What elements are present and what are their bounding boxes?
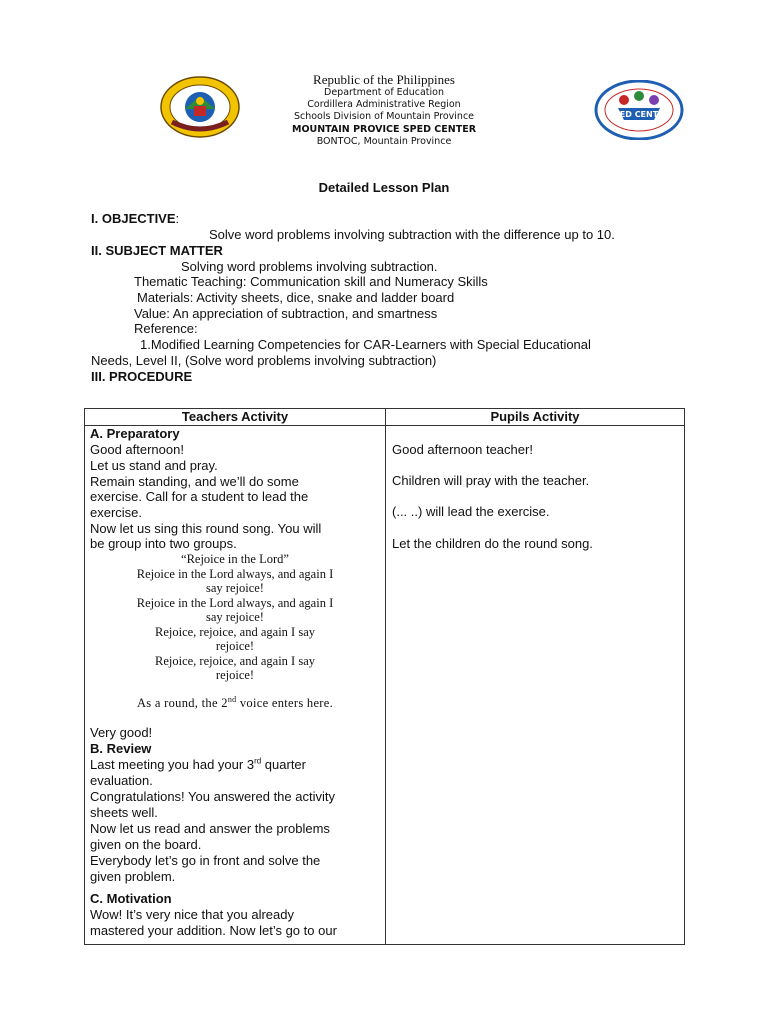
objective-text: Solve word problems involving subtraction with the difference up to 10. xyxy=(209,227,615,242)
preparatory-heading: A. Preparatory xyxy=(90,426,180,441)
round-note-text-end: voice enters here. xyxy=(236,696,334,710)
teachers-activity-header: Teachers Activity xyxy=(85,409,386,426)
bontoc-central-seal xyxy=(160,76,240,138)
teacher-line: evaluation. xyxy=(90,773,153,788)
song-line: Rejoice, rejoice, and again I say xyxy=(155,654,315,668)
subject-reference-1: 1.Modified Learning Competencies for CAR-Learners with Special Educational xyxy=(140,337,591,352)
song-line: Rejoice in the Lord always, and again I xyxy=(136,596,334,610)
subject-materials: Materials: Activity sheets, dice, snake and ladder board xyxy=(137,290,455,305)
round-note-sup: nd xyxy=(227,694,237,704)
teacher-line: Now let us sing this round song. You will xyxy=(90,521,322,536)
department-line: Department of Education xyxy=(324,87,444,98)
pupil-line: Good afternoon teacher! xyxy=(392,442,533,457)
teacher-line: Remain standing, and we’ll do some xyxy=(90,474,299,489)
song-line: rejoice! xyxy=(215,668,255,682)
republic-heading: Republic of the Philippines xyxy=(313,72,455,87)
review-line-sup: rd xyxy=(254,756,262,766)
motivation-heading: C. Motivation xyxy=(90,891,172,906)
teacher-line: given on the board. xyxy=(90,837,202,852)
objective-heading: I. OBJECTIVE xyxy=(91,211,176,226)
teacher-line: exercise. Call for a student to lead the xyxy=(90,489,309,504)
subject-value: Value: An appreciation of subtraction, and smartness xyxy=(134,306,438,321)
teacher-line: Let us stand and pray. xyxy=(90,458,218,473)
subject-reference-1-cont: Needs, Level II, (Solve word problems involving subtraction) xyxy=(91,353,437,368)
teacher-line: Good afternoon! xyxy=(90,442,184,457)
teacher-line: Wow! It’s very nice that you already xyxy=(90,907,295,922)
school-name: MOUNTAIN PROVICE SPED CENTER xyxy=(291,124,477,135)
subject-thematic: Thematic Teaching: Communication skill and Numeracy Skills xyxy=(134,274,488,289)
sped-center-seal-label: SPED CENTER xyxy=(608,110,670,119)
document-title: Detailed Lesson Plan xyxy=(318,180,450,195)
sped-center-seal xyxy=(594,80,684,140)
pupil-line: Let the children do the round song. xyxy=(392,536,593,551)
teacher-line: mastered your addition. Now let’s go to our xyxy=(90,923,337,938)
activity-table xyxy=(84,408,685,945)
teacher-line: sheets well. xyxy=(90,805,158,820)
pupils-activity-cell xyxy=(386,426,685,945)
objective-heading-line xyxy=(91,211,179,227)
round-note xyxy=(85,696,385,711)
subject-topic: Solving word problems involving subtraction. xyxy=(181,259,438,274)
song-line: say rejoice! xyxy=(206,610,264,624)
objective-colon: : xyxy=(175,211,180,226)
pupil-line: Children will pray with the teacher. xyxy=(392,473,590,488)
round-note-text: As a round, the 2 xyxy=(136,696,228,710)
teacher-line: Very good! xyxy=(90,725,153,740)
teacher-line xyxy=(90,757,306,773)
teacher-line: be group into two groups. xyxy=(90,536,237,551)
subject-reference-label: Reference: xyxy=(134,321,198,336)
teachers-activity-cell xyxy=(85,426,386,945)
teacher-line: exercise. xyxy=(90,505,143,520)
teacher-line: Everybody let’s go in front and solve the xyxy=(90,853,321,868)
pupils-activity-header: Pupils Activity xyxy=(386,409,685,426)
review-line-text: Last meeting you had your 3 xyxy=(90,757,255,772)
teacher-line: given problem. xyxy=(90,869,176,884)
teacher-line: Now let us read and answer the problems xyxy=(90,821,330,836)
pupil-line: (... ..) will lead the exercise. xyxy=(392,504,550,519)
review-heading: B. Review xyxy=(90,741,152,756)
song-line: Rejoice, rejoice, and again I say xyxy=(155,625,315,639)
division-line: Schools Division of Mountain Province xyxy=(293,111,475,122)
song-title: “Rejoice in the Lord” xyxy=(181,552,289,566)
song-line: say rejoice! xyxy=(206,581,264,595)
review-line-text-end: quarter xyxy=(261,757,306,772)
teacher-line: Congratulations! You answered the activity xyxy=(90,789,335,804)
subject-matter-heading: II. SUBJECT MATTER xyxy=(91,243,223,258)
region-line: Cordillera Administrative Region xyxy=(307,99,461,110)
song-line: Rejoice in the Lord always, and again I xyxy=(136,567,334,581)
procedure-heading: III. PROCEDURE xyxy=(91,369,193,384)
school-address: BONTOC, Mountain Province xyxy=(316,136,452,147)
song-line: rejoice! xyxy=(215,639,255,653)
